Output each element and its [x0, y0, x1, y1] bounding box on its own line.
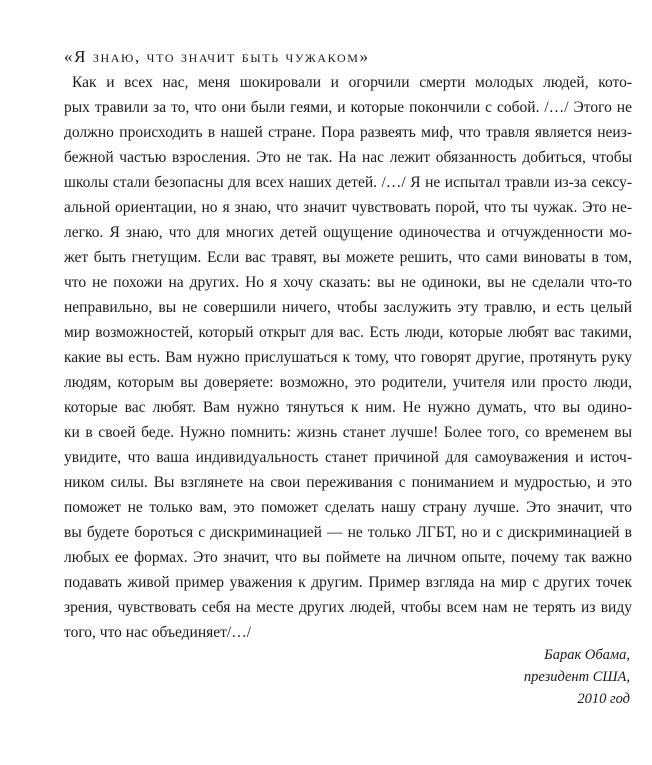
quote-line: альной ориентации, но я знаю, что значит чувствовать порой, что ты чужак. Это не- [64, 199, 632, 216]
quote-line: рых травили за то, что они были геями, и которые покончили с собой. /…/ Этого не [64, 99, 632, 116]
quote-line: что не похожи на других. Но я хочу сказать: вы не одиноки, вы не сделали что-то [64, 274, 632, 291]
quote-line: подавать живой пример уважения к другим. Пример взгляда на мир с других точек [64, 574, 632, 591]
quote-line: зрения, чувствовать себя на месте других людей, чтобы всем нам не терять из виду [64, 599, 632, 616]
quote-line: школы стали безопасны для всех наших детей. /…/ Я не испытал травли из-за сексу- [64, 174, 632, 191]
quote-line: легко. Я знаю, что для многих детей ощущение одиночества и отчужденности мо- [64, 224, 632, 241]
quote-line: ником силы. Вы взглянете на свои переживания с пониманием и мудростью, и это [64, 474, 632, 491]
quote-line: неправильно, вы не совершили ничего, чтобы заслужить эту травлю, и есть целый [64, 299, 632, 316]
quote-line: должно происходить в нашей стране. Пора развеять миф, что травля является неиз- [64, 124, 632, 141]
quote-line: мир возможностей, который открыт для вас. Есть люди, которые любят вас такими, [64, 324, 632, 341]
quote-body [64, 70, 632, 645]
quote-line: любых ее формах. Это значит, что вы поймете на личном опыте, почему так важно [64, 549, 632, 566]
attribution [524, 644, 630, 710]
attribution-year: 2010 год [577, 691, 630, 707]
quote-line: жет быть гнетущим. Если вас травят, вы можете решить, что сами виноваты в том, [64, 249, 632, 266]
quote-line: бежной частью взросления. Это не так. На нас лежит обязанность добиться, чтобы [64, 149, 632, 166]
attribution-role: президент США, [523, 669, 630, 685]
quote-line: которые вас любят. Вам нужно тянуться к ним. Не нужно думать, что вы одино- [64, 399, 632, 416]
quote-title: «Я знаю, что значит быть чужаком» [64, 47, 370, 66]
quote-line: того, что нас объединяет/…/ [64, 624, 252, 641]
quote-line: вы будете бороться с дискриминацией — не только ЛГБТ, но и с дискриминацией в [64, 524, 632, 541]
quote-line: людям, которым вы доверяете: возможно, это родители, учителя или просто люди, [64, 374, 632, 391]
quote-line: ки в своей беде. Нужно помнить: жизнь станет лучше! Более того, со временем вы [64, 424, 632, 441]
quote-line: Как и всех нас, меня шокировали и огорчили смерти молодых людей, кото- [72, 74, 632, 91]
quote-line: увидите, что ваша индивидуальность станет причиной для самоуважения и источ- [64, 449, 632, 466]
attribution-name: Барак Обама, [544, 647, 630, 663]
quote-line: какие вы есть. Вам нужно прислушаться к тому, что говорят другие, протянуть руку [64, 349, 632, 366]
quote-line: поможет не только вам, это поможет сделать нашу страну лучше. Это значит, что [64, 499, 632, 516]
